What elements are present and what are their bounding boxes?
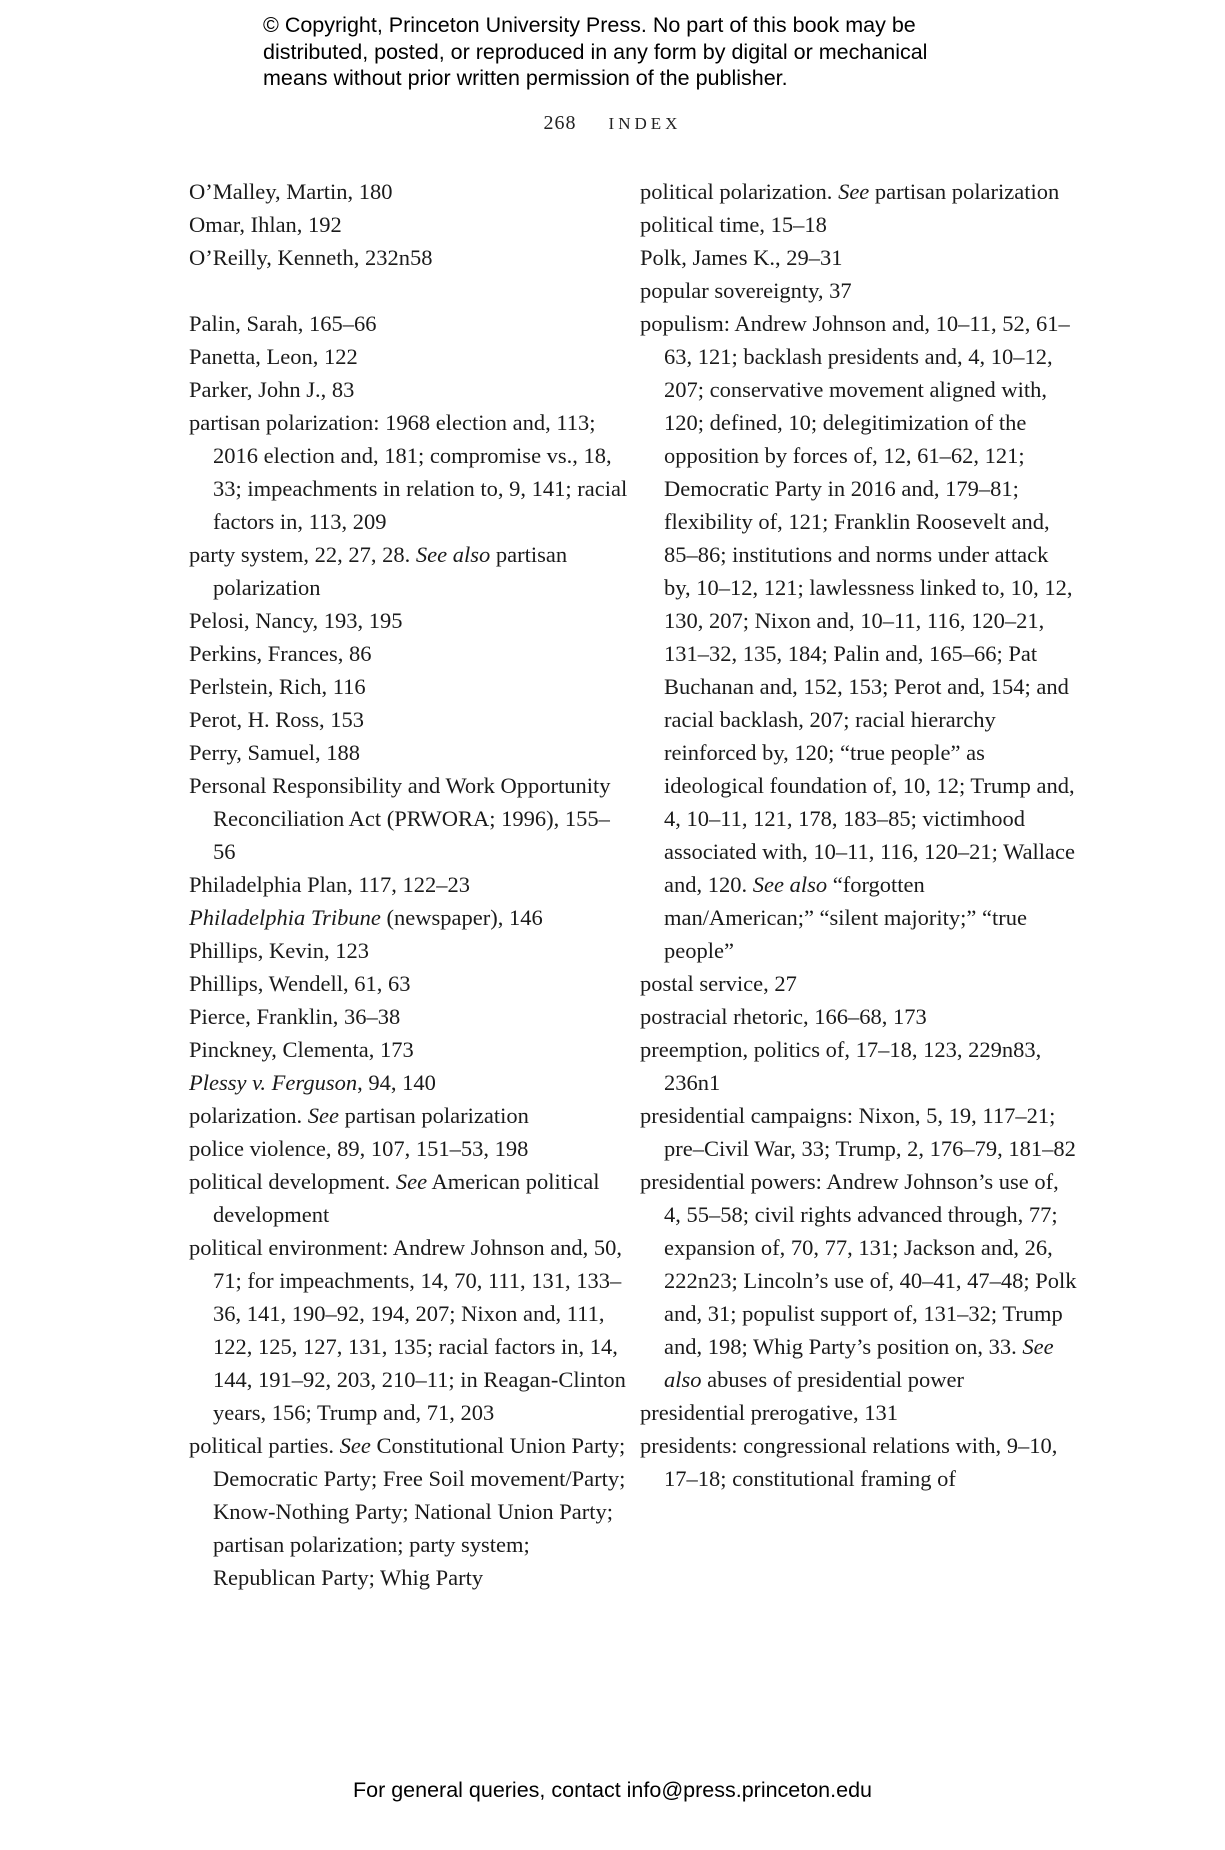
index-entry: popular sovereignty, 37 — [640, 278, 852, 303]
index-entry: presidents: congressional relations with, 9–10, 17–18; constitutional framing of — [640, 1433, 1058, 1491]
index-entry: Perry, Samuel, 188 — [189, 740, 361, 765]
running-head — [0, 112, 1225, 135]
index-entry: Polk, James K., 29–31 — [640, 245, 843, 270]
index-entry: Personal Responsibility and Work Opportunity Reconciliation Act (PRWORA; 1996), 155–56 — [189, 773, 611, 864]
index-entry: political development. See American political development — [189, 1169, 600, 1227]
index-entry: Pinckney, Clementa, 173 — [189, 1037, 414, 1062]
page-number: 268 — [543, 112, 577, 134]
index-entry: O’Reilly, Kenneth, 232n58 — [189, 245, 433, 270]
index-entry: Philadelphia Tribune (newspaper), 146 — [189, 905, 543, 930]
index-entry: political polarization. See partisan polarization — [640, 179, 1060, 204]
section-title: INDEX — [608, 114, 682, 133]
copyright-line-1: © Copyright, Princeton University Press. No part of this book may be — [263, 13, 916, 37]
italic-title: Philadelphia Tribune — [189, 905, 381, 930]
see-reference: See — [339, 1433, 371, 1458]
index-entry: police violence, 89, 107, 151–53, 198 — [189, 1136, 529, 1161]
index-column-left — [189, 175, 629, 1594]
index-entry: Parker, John J., 83 — [189, 377, 355, 402]
see-also-reference: See also — [664, 1334, 1054, 1392]
see-also-reference: See also — [752, 872, 828, 897]
index-entry: populism: Andrew Johnson and, 10–11, 52, 61–63, 121; backlash presidents and, 4, 10–12, 207; conservative movement aligned with, 120; defined, 10; delegitimization of the opposition by forces of, 12, 61–62, 121; Democratic Party in 2016 and, 179–81; flexibility of, 121; Franklin Roosevelt and, 85–86; institutions and norms under attack by, 10–12, 121; lawlessness linked to, 10, 12, 130, 207; Nixon and, 10–11, 116, 120–21, 131–32, 135, 184; Palin and, 165–66; Pat Buchanan and, 152, 153; Perot and, 154; and racial backlash, 207; racial hierarchy reinforced by, 120; “true people” as ideological foundation of, 10, 12; Trump and, 4, 10–11, 121, 178, 183–85; victimhood associated with, 10–11, 116, 120–21; Wallace and, 120. See also “forgotten man/American;” “silent majority;” “true people” — [640, 311, 1076, 963]
index-entry: Plessy v. Ferguson, 94, 140 — [189, 1070, 436, 1095]
index-entry: presidential prerogative, 131 — [640, 1400, 899, 1425]
index-entry: Phillips, Wendell, 61, 63 — [189, 971, 411, 996]
index-entry: Omar, Ihlan, 192 — [189, 212, 342, 237]
index-entry: Palin, Sarah, 165–66 — [189, 311, 377, 336]
see-reference: See — [838, 179, 870, 204]
index-entry: political parties. See Constitutional Union Party; Democratic Party; Free Soil movement/Party; Know-Nothing Party; National Union Party; partisan polarization; party system; Republican Party; Whig Party — [189, 1433, 626, 1590]
index-entry: partisan polarization: 1968 election and, 113; 2016 election and, 181; compromise vs., 18, 33; impeachments in relation to, 9, 141; racial factors in, 113, 209 — [189, 410, 628, 534]
index-entry: Perkins, Frances, 86 — [189, 641, 372, 666]
index-column-right — [640, 175, 1080, 1495]
index-entry: presidential powers: Andrew Johnson’s use of, 4, 55–58; civil rights advanced through, 77; expansion of, 70, 77, 131; Jackson and, 26, 222n23; Lincoln’s use of, 40–41, 47–48; Polk and, 31; populist support of, 131–32; Trump and, 198; Whig Party’s position on, 33. See also abuses of presidential power — [640, 1169, 1077, 1392]
letter-group-gap — [189, 274, 629, 307]
index-entry: preemption, politics of, 17–18, 123, 229n83, 236n1 — [640, 1037, 1042, 1095]
index-entry: Phillips, Kevin, 123 — [189, 938, 370, 963]
index-entry: Perot, H. Ross, 153 — [189, 707, 365, 732]
index-entry: political time, 15–18 — [640, 212, 827, 237]
index-entry: political environment: Andrew Johnson and, 50, 71; for impeachments, 14, 70, 111, 131, 133–36, 141, 190–92, 194, 207; Nixon and, 111, 122, 125, 127, 131, 135; racial factors in, 14, 144, 191–92, 203, 210–11; in Reagan-Clinton years, 156; Trump and, 71, 203 — [189, 1235, 626, 1425]
index-entry: Panetta, Leon, 122 — [189, 344, 358, 369]
copyright-line-2: distributed, posted, or reproduced in any form by digital or mechanical — [263, 39, 928, 64]
index-entry: presidential campaigns: Nixon, 5, 19, 117–21; pre–Civil War, 33; Trump, 2, 176–79, 181–82 — [640, 1103, 1076, 1161]
index-entry: postracial rhetoric, 166–68, 173 — [640, 1004, 927, 1029]
index-entry: Pierce, Franklin, 36–38 — [189, 1004, 401, 1029]
index-entry: polarization. See partisan polarization — [189, 1103, 529, 1128]
index-entry: O’Malley, Martin, 180 — [189, 179, 393, 204]
footer-contact: For general queries, contact info@press.princeton.edu — [352, 1778, 872, 1802]
index-entry: party system, 22, 27, 28. See also partisan polarization — [189, 542, 568, 600]
index-entry: Perlstein, Rich, 116 — [189, 674, 366, 699]
index-entry: postal service, 27 — [640, 971, 797, 996]
index-entry: Pelosi, Nancy, 193, 195 — [189, 608, 403, 633]
see-reference: See — [307, 1103, 339, 1128]
index-entry: Philadelphia Plan, 117, 122–23 — [189, 872, 471, 897]
italic-title: Plessy v. Ferguson — [189, 1070, 358, 1095]
copyright-notice — [263, 12, 1023, 92]
copyright-line-3: means without prior written permission of the publisher. — [263, 66, 788, 90]
see-reference: See — [395, 1169, 428, 1194]
see-also-reference: See also — [415, 542, 491, 567]
